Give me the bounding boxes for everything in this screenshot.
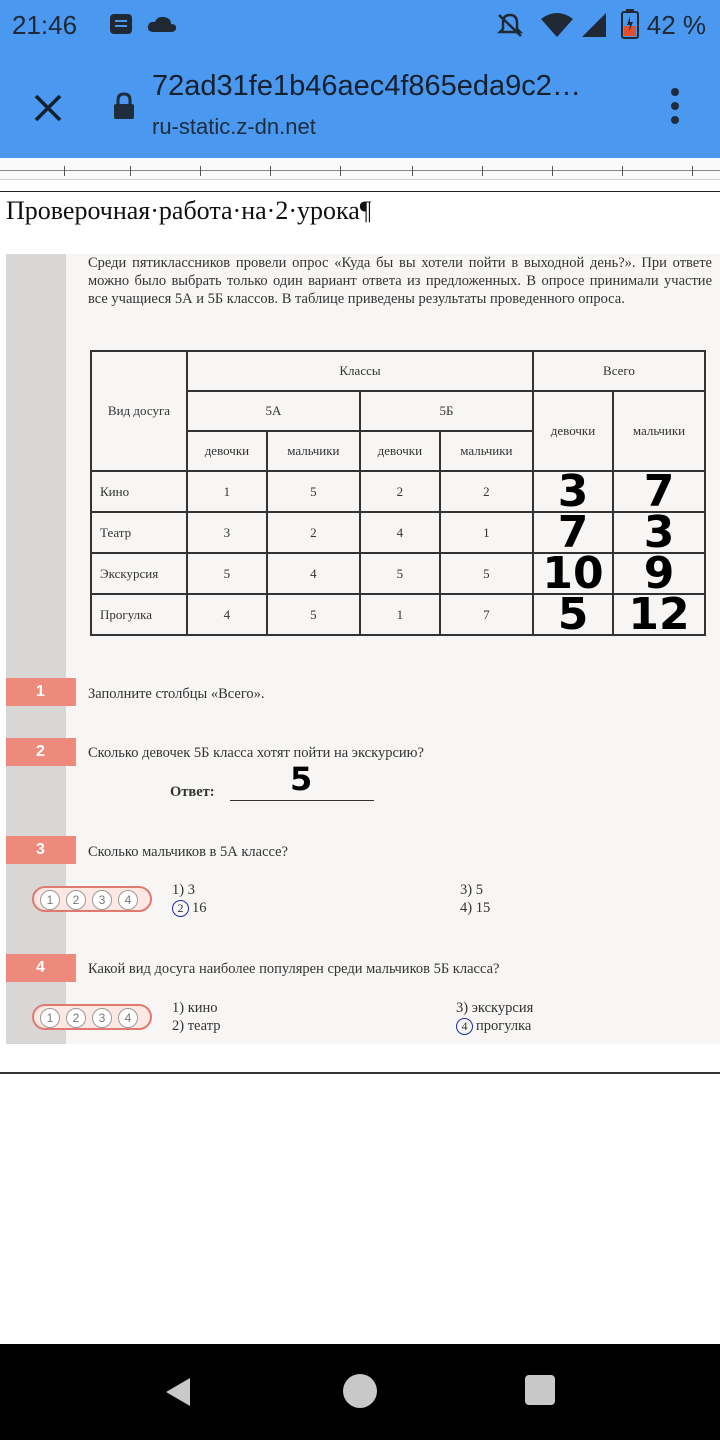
- cloud-icon: [146, 14, 178, 34]
- header-total: Всего: [533, 351, 705, 391]
- cell: 5: [187, 553, 267, 594]
- option: [456, 1018, 531, 1035]
- option: 3) экскурсия: [456, 1000, 534, 1016]
- bubble: 4: [118, 890, 138, 910]
- cell: 2: [267, 512, 360, 553]
- cell: 4: [360, 512, 440, 553]
- battery-icon: [620, 8, 640, 40]
- option-text: прогулка: [476, 1018, 532, 1034]
- cell: 1: [360, 594, 440, 635]
- cell: 4: [267, 553, 360, 594]
- wifi-icon: [540, 12, 574, 38]
- total-cell: 9: [613, 553, 705, 594]
- option: 4) 15: [460, 900, 491, 916]
- bubble: 4: [118, 1008, 138, 1028]
- page-title: 72ad31fe1b46aec4f865eda9c2…: [152, 70, 581, 102]
- answer-bubbles: [32, 886, 152, 912]
- cell: 1: [187, 471, 267, 512]
- bubble: 2: [66, 1008, 86, 1028]
- page-domain: ru-static.z-dn.net: [152, 114, 316, 139]
- question-number-badge: 3: [6, 836, 76, 864]
- worksheet-image: [6, 254, 720, 1044]
- bubble: 1: [40, 1008, 60, 1028]
- header-total-boys: мальчики: [613, 391, 705, 471]
- table-row: [91, 512, 705, 553]
- document-view[interactable]: [0, 158, 720, 1073]
- navigation-bar: [0, 1344, 720, 1440]
- intro-text: Среди пятиклассников провели опрос «Куда бы вы хотели пойти в выходной день?». При ответе можно было выбрать только один вариант ответа из предложенных. В опросе принимали участие все учащиеся 5А и 5Б классов. В таблице приведены результаты проведенного опроса.: [88, 255, 712, 307]
- total-cell: 3: [533, 471, 613, 512]
- answer-value: 5: [290, 760, 313, 798]
- option-text: 16: [192, 900, 207, 916]
- option: 1) кино: [172, 1000, 218, 1016]
- cell: 3: [187, 512, 267, 553]
- marked-option: 2: [172, 900, 189, 917]
- header-a-girls: девочки: [187, 431, 267, 471]
- question-number-badge: 2: [6, 738, 76, 766]
- status-time: 21:46: [12, 10, 78, 40]
- bubble: 1: [40, 890, 60, 910]
- row-activity: Прогулка: [91, 594, 187, 635]
- battery-percent: 42 %: [646, 10, 706, 40]
- total-cell: 7: [613, 471, 705, 512]
- cell: 5: [440, 553, 533, 594]
- cell: 1: [440, 512, 533, 553]
- header-activity: Вид досуга: [91, 351, 187, 471]
- row-activity: Кино: [91, 471, 187, 512]
- signal-icon: [580, 12, 608, 38]
- close-icon[interactable]: [28, 88, 68, 128]
- document-heading: Проверочная·работа·на·2·урока¶: [6, 196, 372, 225]
- header-class-a: 5А: [187, 391, 360, 431]
- worksheet-sidebar: [6, 254, 66, 1044]
- marked-option: 4: [456, 1018, 473, 1035]
- back-icon[interactable]: [160, 1374, 196, 1410]
- bubble: 3: [92, 890, 112, 910]
- question-number-badge: 1: [6, 678, 76, 706]
- table-row: [91, 471, 705, 512]
- cell: 2: [360, 471, 440, 512]
- option: [172, 900, 207, 917]
- cell: 5: [267, 471, 360, 512]
- header-a-boys: мальчики: [267, 431, 360, 471]
- message-icon: [108, 12, 134, 36]
- option: 1) 3: [172, 882, 195, 898]
- answer-line: [230, 800, 374, 801]
- lock-icon: [112, 92, 136, 120]
- question-text: Сколько девочек 5Б класса хотят пойти на экскурсию?: [88, 745, 424, 761]
- document-bottom-border: [0, 1072, 720, 1074]
- mute-icon: [496, 12, 524, 38]
- cell: 5: [360, 553, 440, 594]
- overflow-menu-icon[interactable]: [660, 84, 690, 128]
- option: 2) театр: [172, 1018, 221, 1034]
- header-class-b: 5Б: [360, 391, 533, 431]
- cell: 7: [440, 594, 533, 635]
- total-cell: 3: [613, 512, 705, 553]
- header-classes: Классы: [187, 351, 533, 391]
- row-activity: Экскурсия: [91, 553, 187, 594]
- header-total-girls: девочки: [533, 391, 613, 471]
- option: 3) 5: [460, 882, 483, 898]
- question-text: Заполните столбцы «Всего».: [88, 686, 265, 702]
- answer-bubbles: [32, 1004, 152, 1030]
- question-number-badge: 4: [6, 954, 76, 982]
- cell: 4: [187, 594, 267, 635]
- bubble: 3: [92, 1008, 112, 1028]
- total-cell: 12: [613, 594, 705, 635]
- question-text: Сколько мальчиков в 5А классе?: [88, 844, 288, 860]
- row-activity: Театр: [91, 512, 187, 553]
- survey-table: [90, 350, 706, 640]
- total-cell: 5: [533, 594, 613, 635]
- bubble: 2: [66, 890, 86, 910]
- header-b-boys: мальчики: [440, 431, 533, 471]
- ruler: [0, 158, 720, 180]
- home-icon[interactable]: [343, 1374, 377, 1408]
- status-bar: [0, 0, 720, 50]
- total-cell: 10: [533, 553, 613, 594]
- cell: 2: [440, 471, 533, 512]
- table-row: [91, 553, 705, 594]
- browser-toolbar: [0, 50, 720, 158]
- answer-label: Ответ:: [170, 784, 215, 800]
- cell: 5: [267, 594, 360, 635]
- total-cell: 7: [533, 512, 613, 553]
- header-b-girls: девочки: [360, 431, 440, 471]
- recent-apps-icon[interactable]: [525, 1375, 555, 1405]
- question-text: Какой вид досуга наиболее популярен среди мальчиков 5Б класса?: [88, 961, 500, 977]
- table-row: [91, 594, 705, 635]
